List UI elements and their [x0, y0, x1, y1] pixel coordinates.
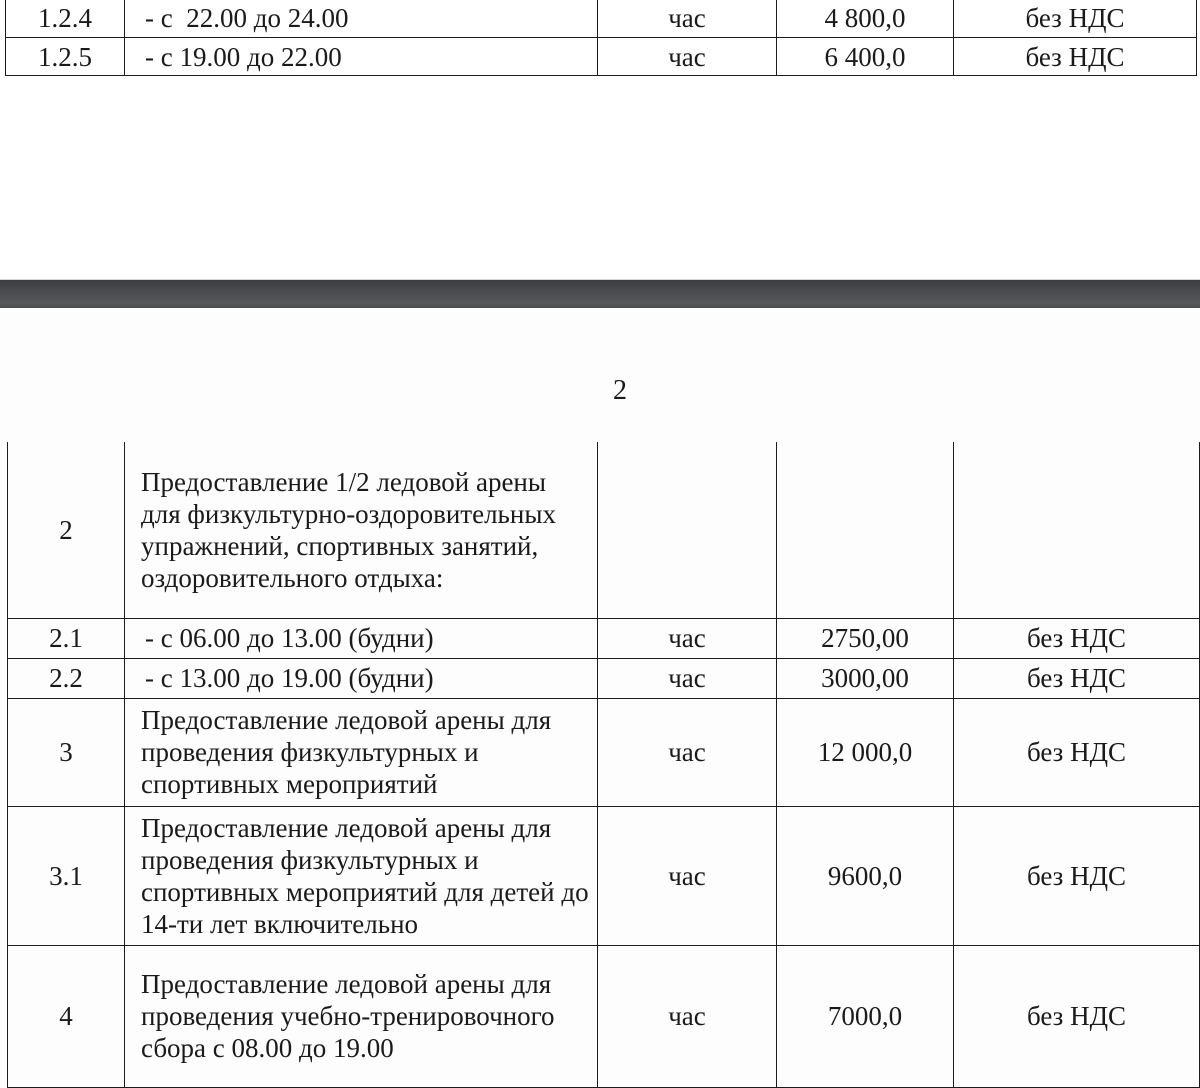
row-vat	[954, 442, 1200, 618]
row-vat: без НДС	[954, 698, 1200, 806]
row-number: 2	[8, 442, 125, 618]
row-price: 3000,00	[777, 658, 954, 698]
row-price: 6 400,0	[777, 38, 954, 76]
table-row	[8, 658, 1200, 698]
row-number: 3.1	[8, 806, 125, 945]
row-price: 7000,0	[777, 945, 954, 1087]
table-row	[8, 806, 1200, 945]
row-description: Предоставление ледовой арены для проведения физкультурных и спортивных мероприятий	[125, 698, 598, 806]
row-unit	[598, 442, 777, 618]
table-row	[8, 945, 1200, 1087]
row-unit: час	[598, 618, 777, 658]
table-row	[8, 618, 1200, 658]
table-row	[6, 38, 1197, 76]
row-description: Предоставление ледовой арены для проведения физкультурных и спортивных мероприятий для детей до 14-ти лет включительно	[125, 806, 598, 945]
row-price	[777, 442, 954, 618]
row-vat: без НДС	[954, 658, 1200, 698]
table-row	[6, 0, 1197, 38]
row-price: 12 000,0	[777, 698, 954, 806]
row-description: Предоставление ледовой арены для проведения учебно-тренировочного сбора с 08.00 до 19.00	[125, 945, 598, 1087]
row-unit: час	[598, 38, 777, 76]
row-unit: час	[598, 0, 777, 38]
tariff-table-continued	[5, 0, 1197, 76]
document-page-1	[0, 0, 1200, 280]
table-row	[8, 442, 1200, 618]
row-vat: без НДС	[954, 0, 1197, 38]
row-unit: час	[598, 945, 777, 1087]
row-vat: без НДС	[954, 945, 1200, 1087]
row-number: 1.2.5	[6, 38, 125, 76]
row-vat: без НДС	[954, 806, 1200, 945]
row-unit: час	[598, 806, 777, 945]
row-unit: час	[598, 658, 777, 698]
tariff-table	[7, 442, 1200, 1088]
row-price: 9600,0	[777, 806, 954, 945]
row-number: 2.2	[8, 658, 125, 698]
row-description: Предоставление 1/2 ледовой арены для физкультурно-оздоровительных упражнений, спортивных занятий, оздоровительного отдыха:	[125, 442, 598, 618]
row-description: - с 19.00 до 22.00	[125, 38, 598, 76]
row-price: 2750,00	[777, 618, 954, 658]
row-number: 3	[8, 698, 125, 806]
row-number: 1.2.4	[6, 0, 125, 38]
row-price: 4 800,0	[777, 0, 954, 38]
row-unit: час	[598, 698, 777, 806]
row-vat: без НДС	[954, 38, 1197, 76]
page-number: 2	[613, 375, 627, 406]
row-vat: без НДС	[954, 618, 1200, 658]
row-description: - с 13.00 до 19.00 (будни)	[125, 658, 598, 698]
table-row	[8, 698, 1200, 806]
row-description: - с 06.00 до 13.00 (будни)	[125, 618, 598, 658]
row-number: 4	[8, 945, 125, 1087]
row-number: 2.1	[8, 618, 125, 658]
page-separator	[0, 280, 1200, 308]
row-description: - с 22.00 до 24.00	[125, 0, 598, 38]
